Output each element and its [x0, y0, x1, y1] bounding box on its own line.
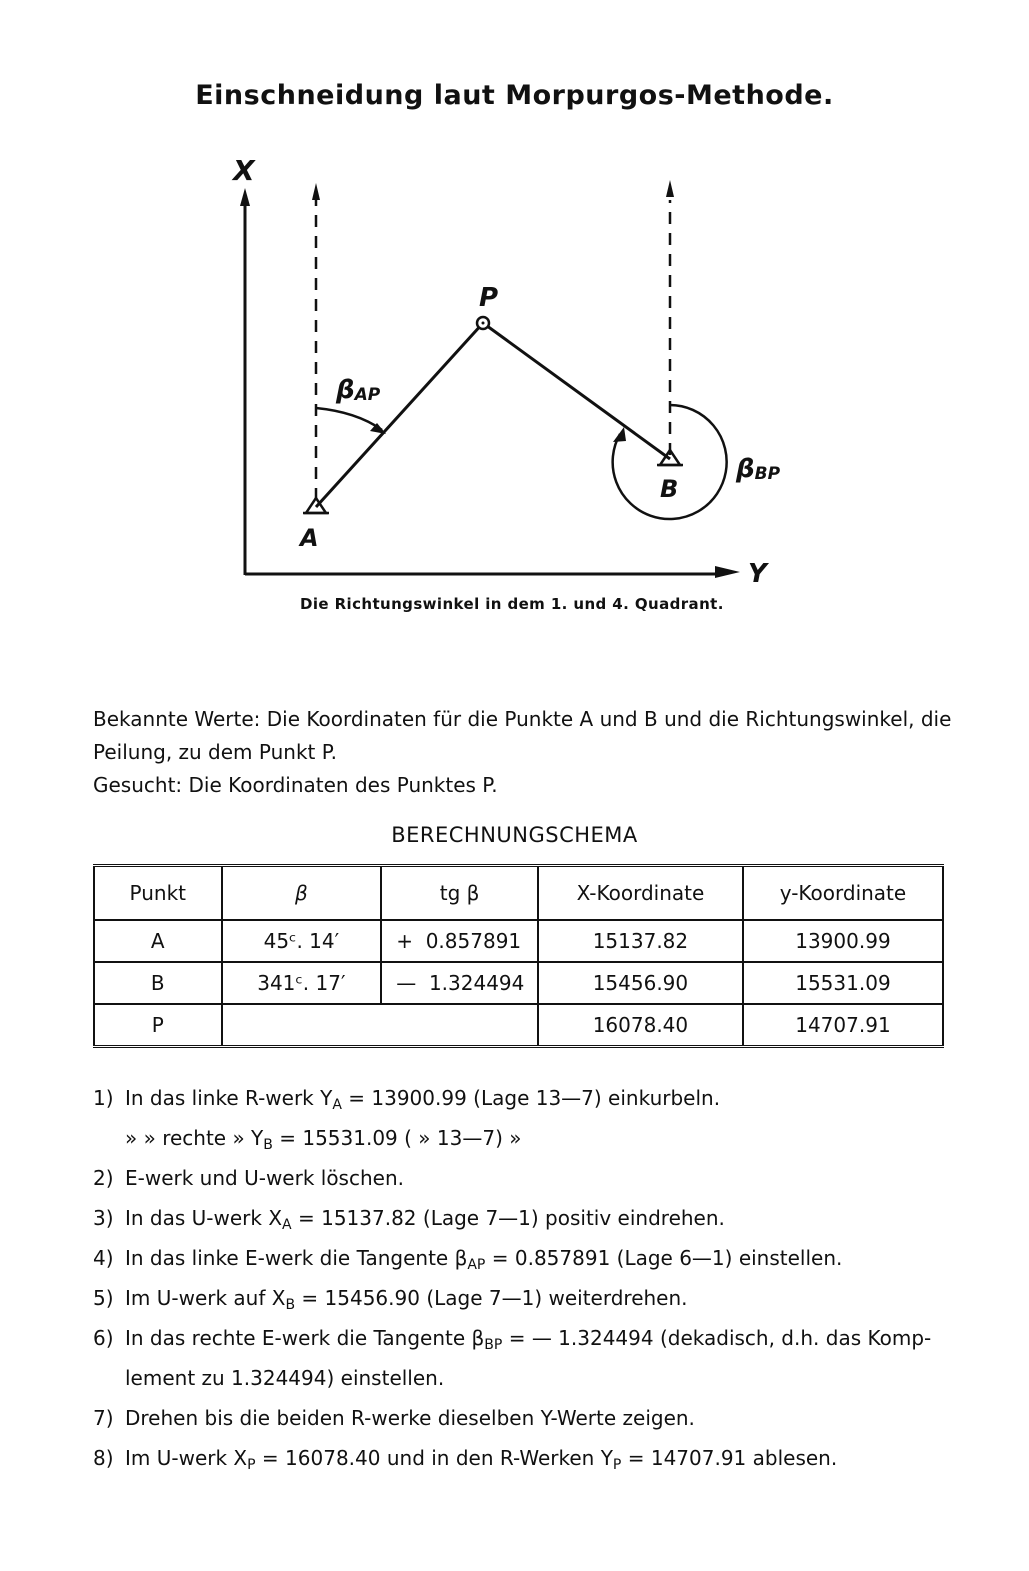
x-axis-label: X: [233, 154, 255, 187]
cell-x: 16078.40: [538, 1004, 743, 1047]
angle-arc-ap: [316, 408, 382, 430]
table-row: [94, 920, 943, 962]
step-text: » » rechte » $Y_B = 15531.09$ ( » 13—7) »: [125, 1126, 522, 1153]
calculation-table: [93, 864, 944, 1048]
schema-title: BERECHNUNGSCHEMA: [391, 823, 638, 847]
cell-tg: — 1.324494: [381, 962, 538, 1004]
step-text: lement zu 1.324494) einstellen.: [125, 1366, 445, 1390]
angle-bp-beta: β: [736, 454, 755, 484]
step-text: Im U-werk $X_P = 16078.40$ und in den R-Werken $Y_P = 14707.91$ ablesen.: [125, 1446, 838, 1473]
procedure-steps: [93, 1078, 973, 1478]
step-number: 7): [93, 1406, 114, 1430]
step-6: [93, 1318, 973, 1358]
cell-beta: 341ᶜ. 17′: [222, 962, 382, 1004]
step-5: [93, 1278, 973, 1318]
step-text: Im U-werk auf $X_B = 15456.90$ (Lage 7—1) weiterdrehen.: [125, 1286, 688, 1313]
cell-y: 14707.91: [743, 1004, 943, 1047]
table-header-row: [94, 866, 943, 921]
step-8: [93, 1438, 973, 1478]
line-ap: [316, 323, 483, 507]
header-punkt: Punkt: [94, 866, 222, 921]
cell-y: 15531.09: [743, 962, 943, 1004]
step-number: 3): [93, 1206, 114, 1230]
step-7: [93, 1398, 973, 1438]
cell-punkt: P: [94, 1004, 222, 1047]
step-2: [93, 1158, 973, 1198]
step-text: In das U-werk $X_A = 15137.82$ (Lage 7—1) positiv eindrehen.: [125, 1206, 725, 1233]
step-6-continued: [93, 1358, 973, 1398]
header-tg-beta: tg β: [381, 866, 538, 921]
header-y-coordinate: y-Koordinate: [743, 866, 943, 921]
north-arrow-a: [312, 183, 320, 200]
cell-empty: [222, 1004, 538, 1047]
step-number: 4): [93, 1246, 114, 1270]
header-beta: β: [222, 866, 382, 921]
step-text: In das rechte E-werk die Tangente $\beta_{BP}$ = — 1.324494 (dekadisch, d.h. das Komp-: [125, 1326, 932, 1353]
step-number: 1): [93, 1086, 114, 1110]
angle-ap-beta: β: [336, 375, 355, 405]
angle-bp-label: βBP: [736, 454, 781, 484]
step-number: 5): [93, 1286, 114, 1310]
angle-ap-label: βAP: [336, 375, 381, 405]
x-axis-arrow: [240, 188, 250, 206]
step-text: Drehen bis die beiden R-werke dieselben Y-Werte zeigen.: [125, 1406, 695, 1430]
cell-y: 13900.99: [743, 920, 943, 962]
page-title: Einschneidung laut Morpurgos-Methode.: [195, 80, 834, 111]
table-row: [94, 962, 943, 1004]
cell-punkt: A: [94, 920, 222, 962]
diagram-caption: Die Richtungswinkel in dem 1. und 4. Quadrant.: [300, 595, 724, 613]
step-number: 6): [93, 1326, 114, 1350]
cell-x: 15137.82: [538, 920, 743, 962]
line-bp: [483, 323, 670, 459]
cell-x: 15456.90: [538, 962, 743, 1004]
known-values-text: Bekannte Werte: Die Koordinaten für die Punkte A und B und die Richtungswinkel, die Peilung, zu dem Punkt P.: [93, 707, 952, 764]
cell-tg: + 0.857891: [381, 920, 538, 962]
point-p-label: P: [479, 283, 499, 313]
angle-arrow-bp: [613, 427, 626, 442]
cell-beta: 45ᶜ. 14′: [222, 920, 382, 962]
step-text: E-werk und U-werk löschen.: [125, 1166, 404, 1190]
step-number: 8): [93, 1446, 114, 1470]
problem-statement: [93, 703, 963, 802]
table-row: [94, 1004, 943, 1047]
step-4: [93, 1238, 973, 1278]
point-b-label: B: [660, 475, 679, 503]
y-axis-label: Y: [748, 559, 767, 589]
header-x-coordinate: X-Koordinate: [538, 866, 743, 921]
cell-punkt: B: [94, 962, 222, 1004]
step-3: [93, 1198, 973, 1238]
step-number: 2): [93, 1166, 114, 1190]
y-axis-arrow: [715, 566, 740, 578]
step-text: In das linke R-werk $Y_A = 13900.99$ (Lage 13—7) einkurbeln.: [125, 1086, 721, 1113]
searched-text: Gesucht: Die Koordinaten des Punktes P.: [93, 773, 498, 797]
step-1: [93, 1078, 973, 1118]
point-a-label: A: [300, 524, 319, 552]
step-text: In das linke E-werk die Tangente $\beta_{AP} = 0.857891$ (Lage 6—1) einstellen.: [125, 1246, 843, 1273]
morpurgo-diagram: [0, 140, 1029, 590]
step-1-continued: [93, 1118, 973, 1158]
north-arrow-b: [666, 180, 674, 197]
